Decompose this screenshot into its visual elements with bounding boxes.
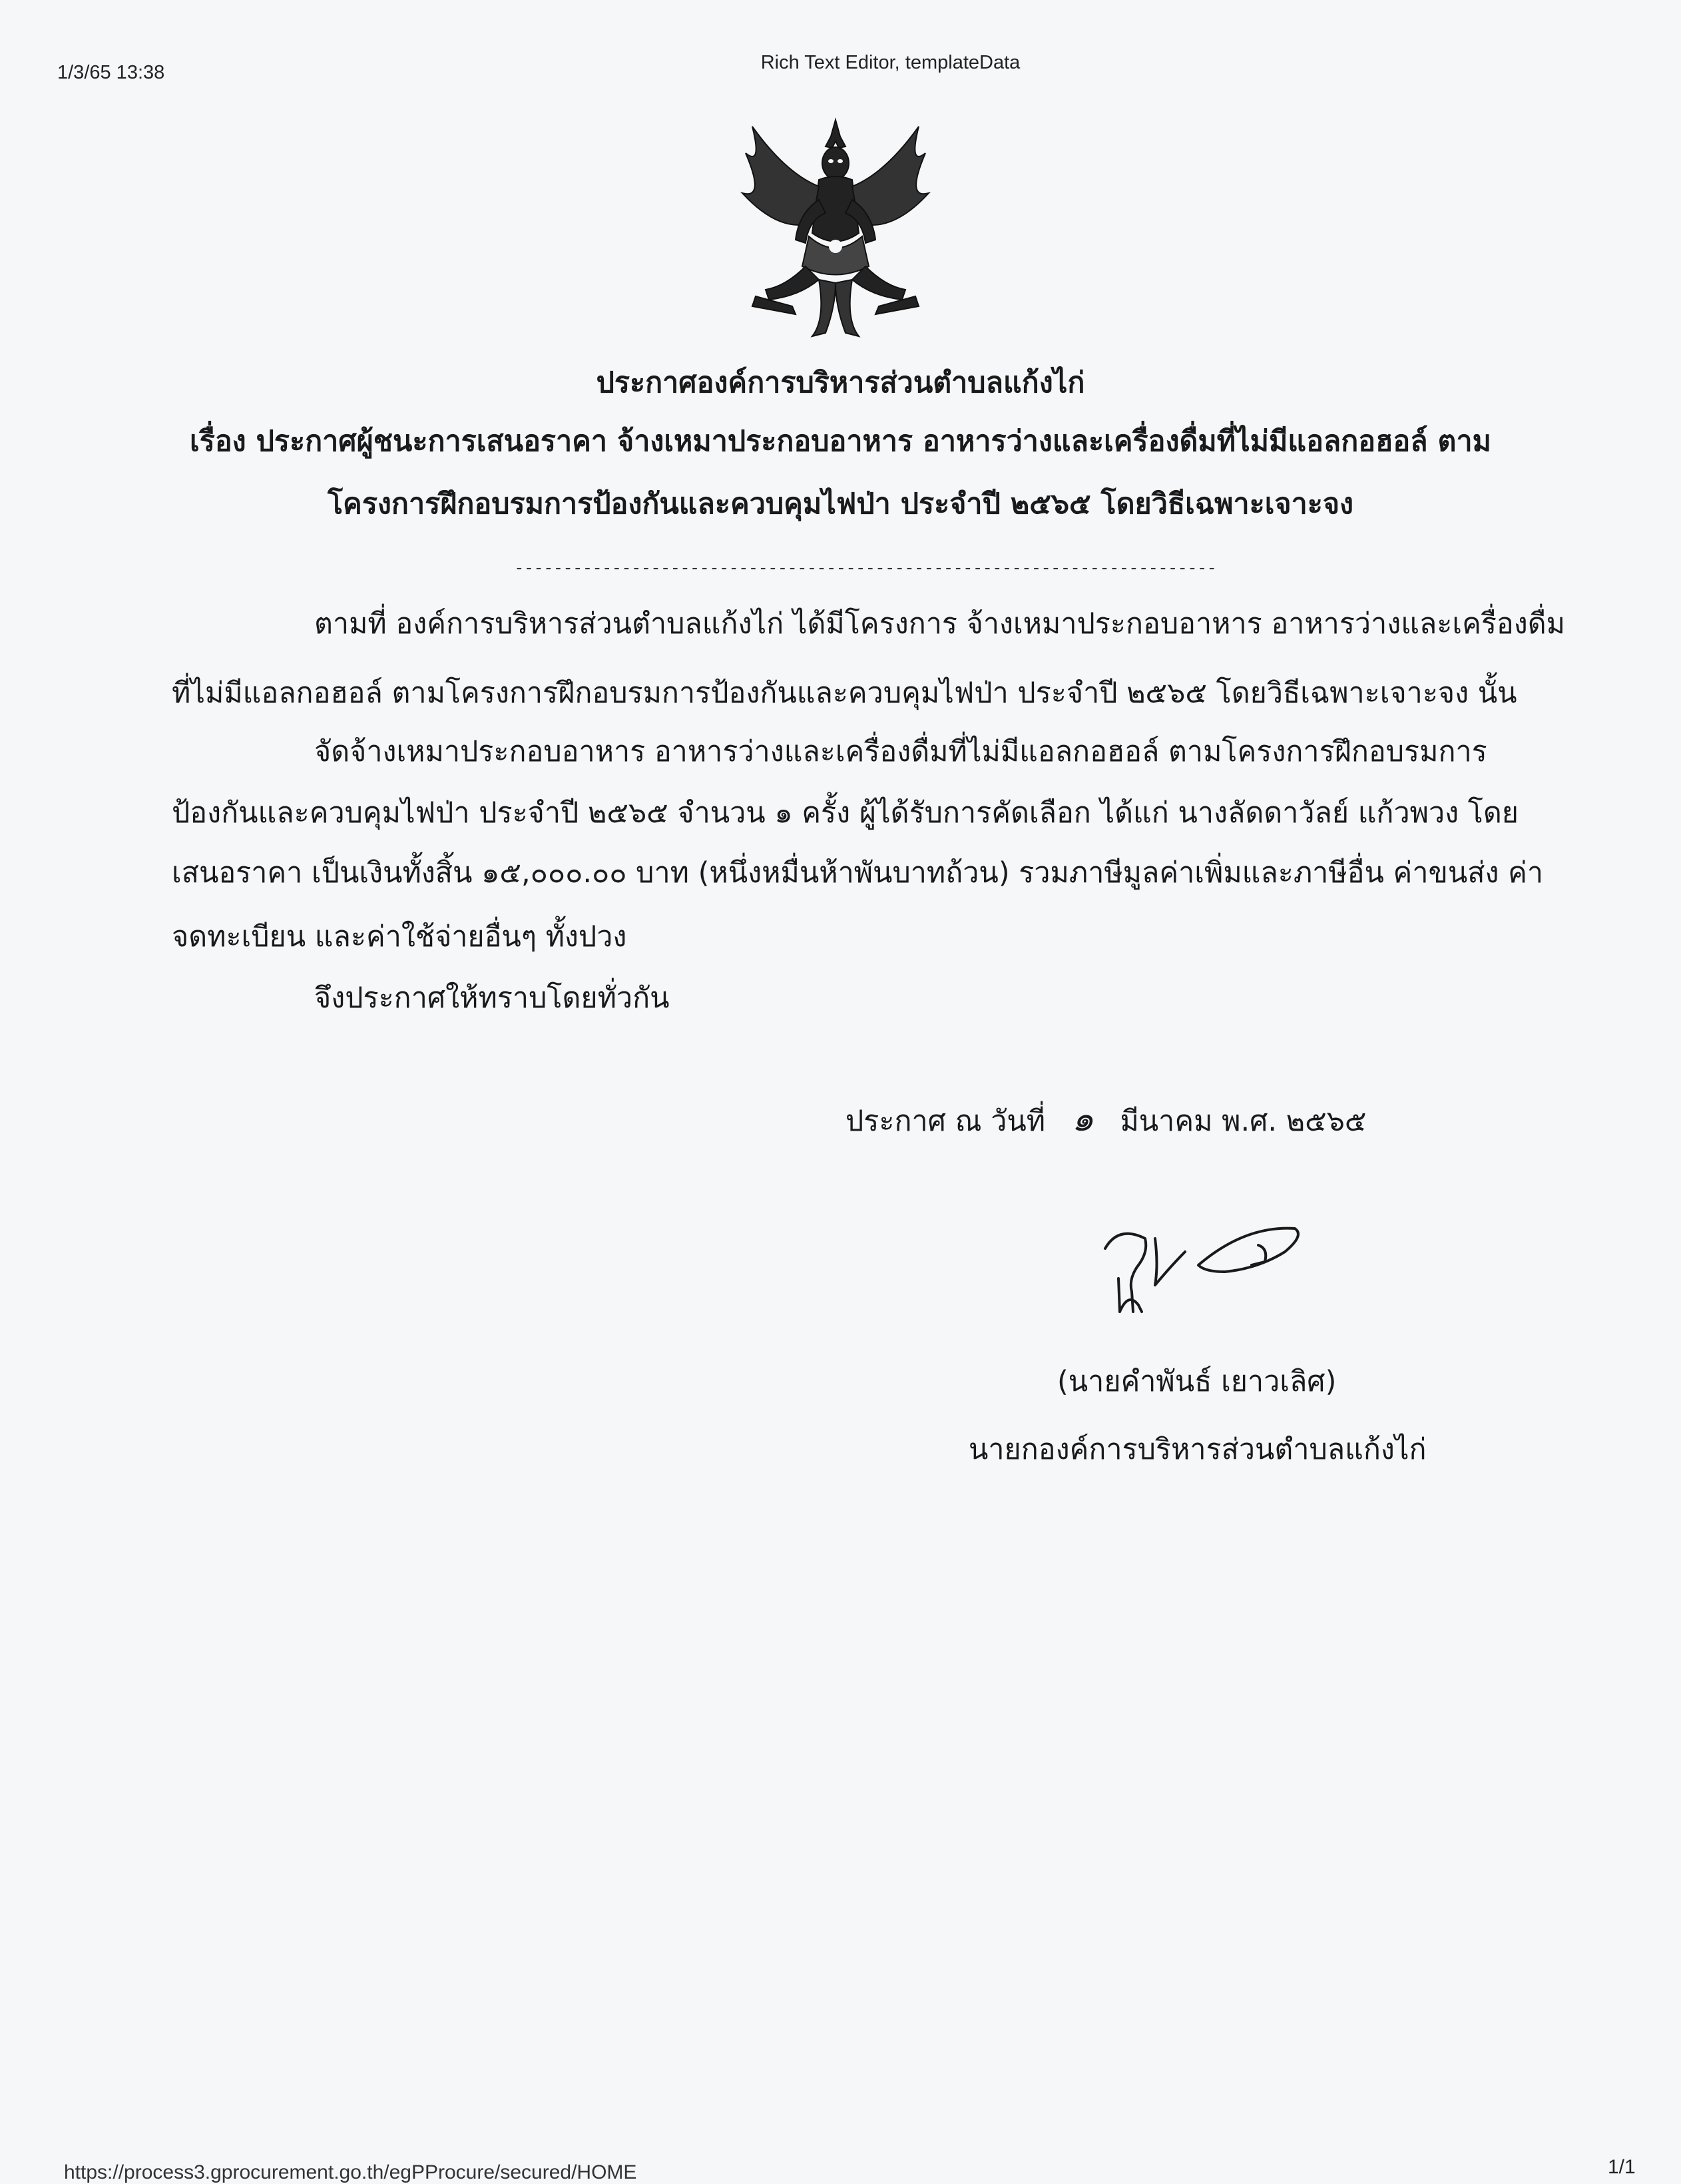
paragraph2-line1: จัดจ้างเหมาประกอบอาหาร อาหารว่างและเครื่องดื่มที่ไม่มีแอลกอฮอล์ ตามโครงการฝึกอบรมการ	[314, 735, 1487, 768]
paragraph1-line1: ตามที่ องค์การบริหารส่วนตำบลแก้งไก่ ได้มีโครงการ จ้างเหมาประกอบอาหาร อาหารว่างและเครื่องดื่ม	[314, 607, 1566, 641]
print-timestamp: 1/3/65 13:38	[57, 62, 165, 83]
paragraph2-line2: ป้องกันและควบคุมไฟป่า ประจำปี ๒๕๖๕ จำนวน ๑ ครั้ง ผู้ได้รับการคัดเลือก ได้แก่ นางลัดดาวัลย์ แก้วพวง โดย	[172, 796, 1519, 830]
page-number: 1/1	[1608, 2156, 1636, 2178]
signature-image	[1092, 1212, 1312, 1325]
announcement-title: ประกาศองค์การบริหารส่วนตำบลแก้งไก่	[596, 366, 1085, 400]
heading-divider: ------------------------------------------------------------------------	[514, 558, 1217, 578]
print-url: https://process3.gprocurement.go.th/egPProcure/secured/HOME	[64, 2161, 637, 2183]
announcement-date	[845, 1099, 1366, 1140]
paragraph2-line4: จดทะเบียน และค่าใช้จ่ายอื่นๆ ทั้งปวง	[172, 920, 627, 954]
date-month-year: มีนาคม พ.ศ. ๒๕๖๕	[1120, 1105, 1367, 1138]
paragraph1-line2: ที่ไม่มีแอลกอฮอล์ ตามโครงการฝึกอบรมการป้องกันและควบคุมไฟป่า ประจำปี ๒๕๖๕ โดยวิธีเฉพาะเจาะจง นั้น	[172, 677, 1517, 710]
print-page-title: Rich Text Editor, templateData	[760, 52, 1021, 73]
date-prefix: ประกาศ ณ วันที่	[845, 1105, 1046, 1138]
signer-name: (นายคำพันธ์ เยาวเลิศ)	[1057, 1365, 1337, 1398]
paragraph2-line3: เสนอราคา เป็นเงินทั้งสิ้น ๑๕,๐๐๐.๐๐ บาท (หนึ่งหมื่นห้าพันบาทถ้วน) รวมภาษีมูลค่าเพิ่มและภาษีอื่น ค่าขนส่ง ค่า	[172, 856, 1544, 890]
announcement-subject-line2: โครงการฝึกอบรมการป้องกันและควบคุมไฟป่า ประจำปี ๒๕๖๕ โดยวิธีเฉพาะเจาะจง	[327, 487, 1354, 521]
signer-position: นายกองค์การบริหารส่วนตำบลแก้งไก่	[969, 1433, 1427, 1466]
closing-line: จึงประกาศให้ทราบโดยทั่วกัน	[314, 981, 670, 1015]
garuda-emblem-icon	[726, 107, 945, 346]
date-day: ๑	[1071, 1099, 1094, 1139]
announcement-subject-line1: เรื่อง ประกาศผู้ชนะการเสนอราคา จ้างเหมาประกอบอาหาร อาหารว่างและเครื่องดื่มที่ไม่มีแอลกอฮอล์ ตาม	[190, 425, 1491, 458]
